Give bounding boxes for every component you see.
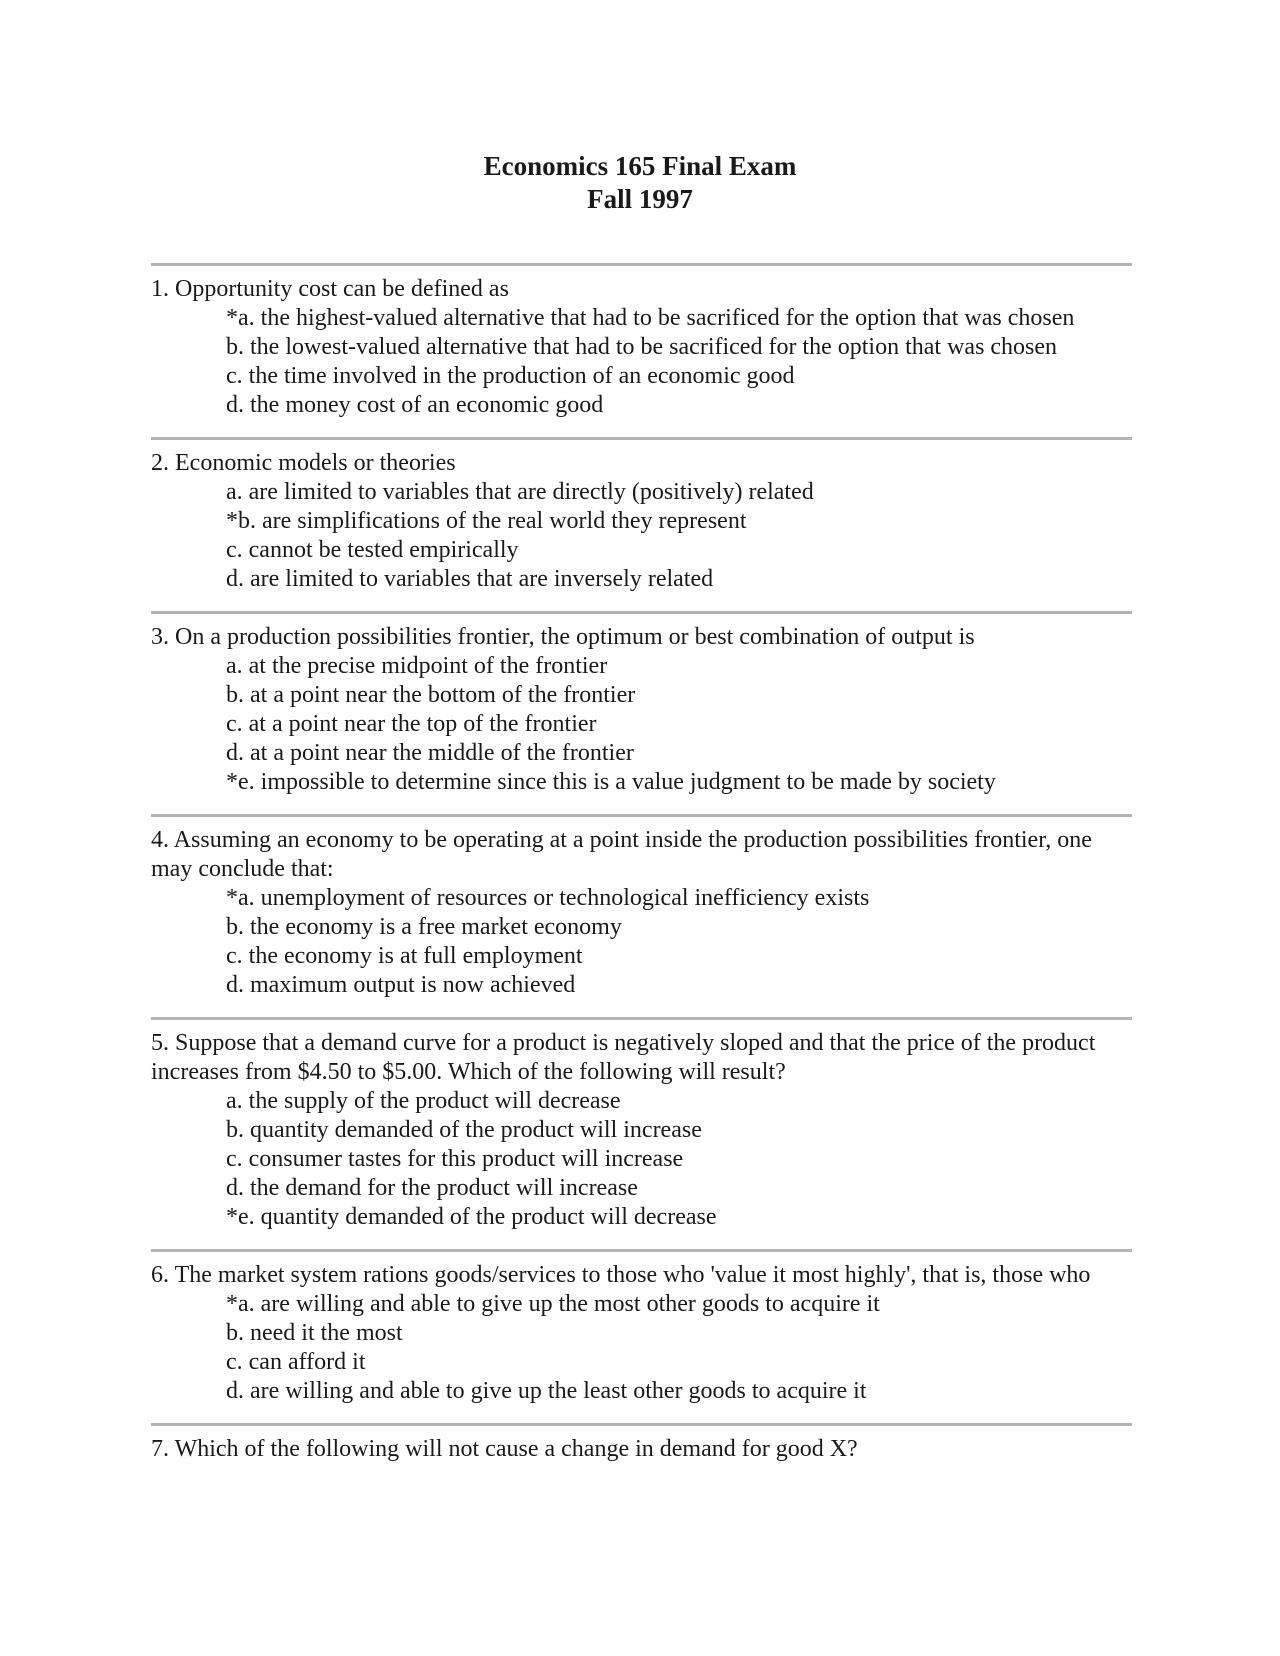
answer-option: *e. impossible to determine since this is a value judgment to be made by society	[226, 769, 996, 795]
question-text: 1. Opportunity cost can be defined as	[151, 276, 509, 302]
question-text: 3. On a production possibilities frontier, the optimum or best combination of output is	[151, 624, 975, 650]
answer-option: a. at the precise midpoint of the frontier	[226, 653, 608, 679]
answer-option: d. maximum output is now achieved	[226, 972, 576, 998]
question-6	[151, 1252, 1132, 1423]
question-text: 4. Assuming an economy to be operating at a point inside the production possibilities frontier, one may conclude that:	[151, 827, 1092, 882]
answer-option: d. are limited to variables that are inversely related	[226, 566, 714, 592]
question-5	[151, 1020, 1132, 1249]
answer-option: c. the economy is at full employment	[226, 943, 583, 969]
question-text: 6. The market system rations goods/services to those who 'value it most highly', that is, those who	[151, 1262, 1091, 1288]
question-text: 5. Suppose that a demand curve for a product is negatively sloped and that the price of the product increases from $4.50 to $5.00. Which of the following will result?	[151, 1030, 1096, 1085]
answer-options	[151, 1290, 1132, 1406]
answer-options	[151, 884, 1132, 1000]
question-7	[151, 1426, 1132, 1464]
answer-option: d. the demand for the product will increase	[226, 1175, 638, 1201]
exam-term: Fall 1997	[587, 184, 693, 214]
question-2	[151, 440, 1132, 611]
question-3	[151, 614, 1132, 814]
answer-option: *a. are willing and able to give up the most other goods to acquire it	[226, 1291, 880, 1317]
answer-option: b. the lowest-valued alternative that had to be sacrificed for the option that was chosen	[226, 334, 1058, 360]
answer-options	[151, 1087, 1132, 1232]
answer-option: c. consumer tastes for this product will increase	[226, 1146, 684, 1172]
answer-option: b. quantity demanded of the product will increase	[226, 1117, 702, 1143]
answer-option: c. the time involved in the production of an economic good	[226, 363, 795, 389]
answer-option: *e. quantity demanded of the product will decrease	[226, 1204, 717, 1230]
exam-title: Economics 165 Final Exam	[483, 151, 797, 181]
answer-option: b. the economy is a free market economy	[226, 914, 622, 940]
answer-option: c. cannot be tested empirically	[226, 537, 519, 563]
answer-option: d. the money cost of an economic good	[226, 392, 604, 418]
answer-options	[151, 304, 1132, 420]
answer-option: d. are willing and able to give up the least other goods to acquire it	[226, 1378, 867, 1404]
title-block	[0, 150, 1280, 216]
question-4	[151, 817, 1132, 1017]
question-1	[151, 266, 1132, 437]
answer-option: b. at a point near the bottom of the frontier	[226, 682, 636, 708]
answer-option: *b. are simplifications of the real world they represent	[226, 508, 747, 534]
answer-option: *a. unemployment of resources or technological inefficiency exists	[226, 885, 870, 911]
answer-option: d. at a point near the middle of the frontier	[226, 740, 634, 766]
question-text: 7. Which of the following will not cause a change in demand for good X?	[151, 1436, 858, 1462]
answer-options	[151, 652, 1132, 797]
answer-option: c. can afford it	[226, 1349, 366, 1375]
answer-options	[151, 478, 1132, 594]
question-list	[151, 263, 1132, 1464]
answer-option: a. are limited to variables that are directly (positively) related	[226, 479, 814, 505]
question-text: 2. Economic models or theories	[151, 450, 456, 476]
answer-option: a. the supply of the product will decrease	[226, 1088, 621, 1114]
answer-option: c. at a point near the top of the frontier	[226, 711, 597, 737]
answer-option: *a. the highest-valued alternative that had to be sacrificed for the option that was chosen	[226, 305, 1075, 331]
answer-option: b. need it the most	[226, 1320, 403, 1346]
